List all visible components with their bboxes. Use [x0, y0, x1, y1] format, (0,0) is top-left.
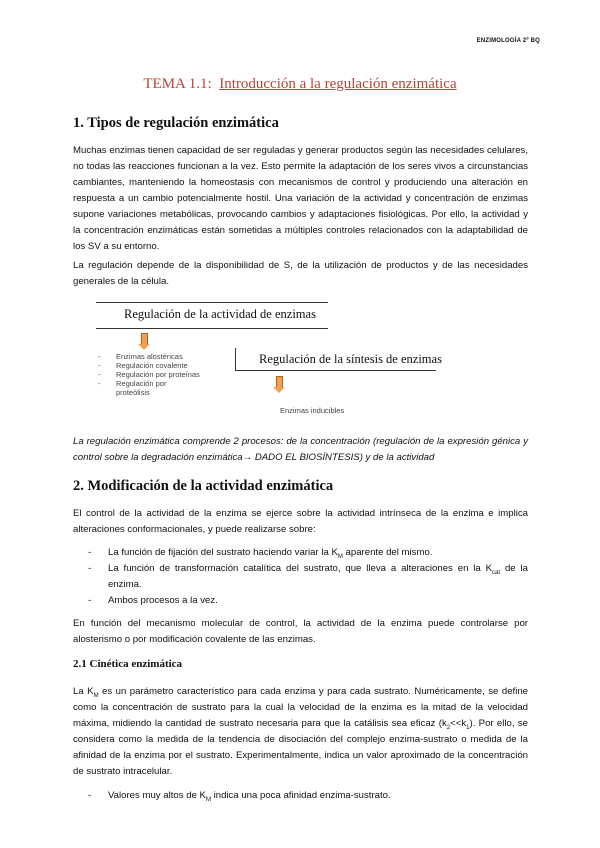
- list-item: - Regulación por proteólisis: [98, 379, 186, 397]
- section-2-1-heading: 2.1 Cinética enzimática: [73, 658, 183, 670]
- modification-list: [88, 545, 528, 609]
- list-item: - La función de transformación catalítica del sustrato, que lleva a alteraciones en la $K_{cat}$ de la enzima.: [88, 561, 528, 593]
- list-item: - La función de fijación del sustrato haciendo variar la $K_M$ aparente del mismo.: [88, 545, 528, 561]
- section-1-heading: 1. Tipos de regulación enzimática: [73, 115, 279, 131]
- section-2-paragraph-2: En función del mecanismo molecular de control, la actividad de la enzima puede controlarse por alosterismo o por modificación covalente de las enzimas.: [73, 618, 528, 645]
- box-synthesis: Regulación de la síntesis de enzimas: [259, 352, 442, 366]
- title-prefix: TEMA 1.1:: [143, 76, 212, 92]
- diagram-caption: La regulación enzimática comprende 2 procesos: de la concentración (regulación de la expresión génica y control sobre la degradación enzimática→ DADO EL BIOSÍNTESIS) y de la actividad: [73, 436, 528, 463]
- section-1-paragraph-1: Muchas enzimas tienen capacidad de ser reguladas y generar productos según las necesidades celulares, no todas las reacciones funcionan a la vez. Esto permite la adaptación de los seres vivos a circunstancias cambiantes, manteniendo la homeostasis con mecanismos de control y produciendo una alteración en respuesta a un cambio potencialmente hostil. Una variación de la actividad y concentración de enzimas supone variaciones metabólicas, provocando cambios y adaptaciones fisiológicas. Por ello, la actividad y la concentración enzimáticas están sometidas a múltiples controles relacionados con la adaptabilidad de los SV a su entorno.: [73, 145, 528, 252]
- arrow-down-icon: [141, 333, 148, 346]
- list-item: - Enzimas alostéricas: [98, 352, 223, 361]
- document-body: [73, 114, 528, 834]
- section-2-1-paragraph: La $K_M$ es un parámetro característico para cada enzima y para cada sustrato. Numéricamente, se define como la concentración de sustrato para la cual la velocidad de la enzima es la mitad de la velocidad máxima, midiendo la cantidad de sustrato necesaria para que la catálisis sea eficaz $(k_2<<k_1)$. Por ello, se considera como la medida de la tendencia de disociación del complejo enzima-sustrato o medida de la afinidad de la enzima por el sustrato. Experimentalmente, indica un valor aproximado de la concentración de sustrato intracelular.: [73, 686, 528, 777]
- list-item: - Regulación covalente: [98, 361, 223, 370]
- title-main: Introducción a la regulación enzimática: [219, 76, 457, 92]
- running-header: ENZIMOLOGÍA 2º BQ: [476, 38, 540, 44]
- section-2-paragraph-1: El control de la actividad de la enzima se ejerce sobre la actividad intrínseca de la enzima e implica alteraciones conformacionales, y puede realizarse sobre:: [73, 508, 528, 535]
- list-item: - Ambos procesos a la vez.: [88, 593, 528, 609]
- km-list: [88, 788, 528, 804]
- regulation-diagram: [73, 302, 528, 434]
- list-item: - Regulación por proteínas: [98, 370, 223, 379]
- section-2-heading: 2. Modificación de la actividad enzimática: [73, 478, 334, 494]
- activity-list: [98, 352, 223, 397]
- synthesis-item: Enzimas inducibles: [280, 406, 345, 415]
- arrow-down-icon: [276, 376, 283, 389]
- box-activity: Regulación de la actividad de enzimas: [124, 307, 316, 321]
- section-1-paragraph-2: La regulación depende de la disponibilidad de S, de la utilización de productos y de las necesidades generales de la célula.: [73, 260, 528, 287]
- page-title: [0, 76, 600, 93]
- list-item: - Valores muy altos de $K_M$ indica una poca afinidad enzima-sustrato.: [88, 788, 528, 804]
